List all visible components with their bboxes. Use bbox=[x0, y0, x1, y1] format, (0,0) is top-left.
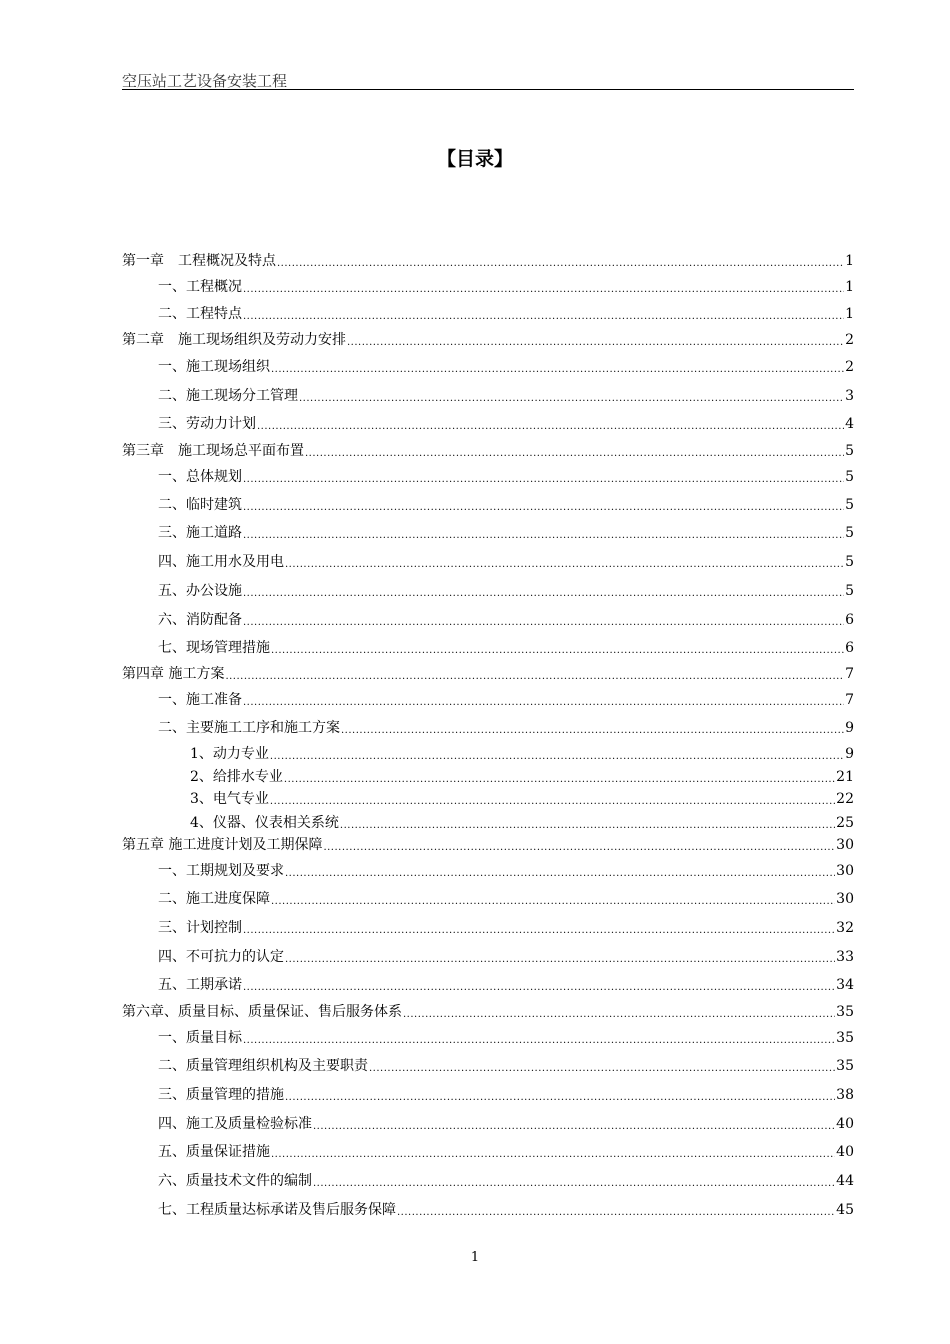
toc-entry-label: 二、主要施工工序和施工方案 bbox=[158, 720, 340, 736]
toc-entry-page: 1 bbox=[845, 253, 854, 269]
toc-entry-page: 5 bbox=[845, 583, 854, 599]
toc-entry-page: 25 bbox=[836, 815, 854, 831]
dot-leader bbox=[277, 257, 844, 271]
dot-leader bbox=[313, 1120, 835, 1134]
toc-entry-label: 四、不可抗力的认定 bbox=[158, 949, 284, 965]
toc-entry-page: 9 bbox=[845, 720, 854, 736]
dot-leader bbox=[271, 363, 844, 377]
toc-entry[interactable] bbox=[122, 638, 854, 658]
toc-entry-label: 二、施工进度保障 bbox=[158, 891, 270, 907]
toc-entry[interactable] bbox=[122, 251, 854, 271]
dot-leader bbox=[285, 953, 835, 967]
dot-leader bbox=[305, 447, 844, 461]
toc-entry-label: 一、质量目标 bbox=[158, 1030, 242, 1046]
dot-leader bbox=[243, 924, 835, 938]
toc-entry[interactable] bbox=[122, 789, 854, 809]
toc-title: 【目录】 bbox=[436, 148, 513, 170]
toc-entry-label: 七、工程质量达标承诺及售后服务保障 bbox=[158, 1202, 396, 1218]
toc-entry-page: 45 bbox=[836, 1202, 854, 1218]
toc-entry-label: 四、施工及质量检验标准 bbox=[158, 1116, 312, 1132]
toc-entry-label: 七、现场管理措施 bbox=[158, 640, 270, 656]
toc-entry-page: 5 bbox=[845, 497, 854, 513]
toc-entry-page: 22 bbox=[836, 791, 854, 807]
dot-leader bbox=[243, 310, 844, 324]
dot-leader bbox=[243, 501, 844, 515]
dot-leader bbox=[323, 841, 835, 855]
toc-entry-label: 四、施工用水及用电 bbox=[158, 554, 284, 570]
toc-entry[interactable] bbox=[122, 552, 854, 572]
toc-entry-page: 34 bbox=[836, 977, 854, 993]
dot-leader bbox=[225, 670, 844, 684]
toc-entry-label: 1、动力专业 bbox=[190, 746, 269, 762]
dot-leader bbox=[340, 819, 835, 833]
dot-leader bbox=[270, 750, 844, 764]
toc-entry[interactable] bbox=[122, 718, 854, 738]
toc-entry[interactable] bbox=[122, 690, 854, 710]
dot-leader bbox=[271, 895, 835, 909]
toc-entry-page: 1 bbox=[845, 279, 854, 295]
toc-entry-label: 第三章 施工现场总平面布置 bbox=[122, 443, 304, 459]
toc-entry-page: 3 bbox=[845, 388, 854, 404]
toc-entry-page: 30 bbox=[836, 891, 854, 907]
dot-leader bbox=[397, 1206, 835, 1220]
toc-entry-label: 二、施工现场分工管理 bbox=[158, 388, 298, 404]
toc-entry-page: 30 bbox=[836, 837, 854, 853]
dot-leader bbox=[284, 773, 835, 787]
dot-leader bbox=[347, 336, 844, 350]
toc-entry-label: 第四章 施工方案 bbox=[122, 666, 225, 682]
dot-leader bbox=[271, 644, 844, 658]
toc-entry-label: 二、工程特点 bbox=[158, 306, 242, 322]
toc-entry[interactable] bbox=[122, 767, 854, 787]
dot-leader bbox=[243, 981, 835, 995]
toc-entry[interactable] bbox=[122, 947, 854, 967]
toc-entry[interactable] bbox=[122, 581, 854, 601]
toc-entry-label: 三、计划控制 bbox=[158, 920, 242, 936]
toc-entry[interactable] bbox=[122, 1142, 854, 1162]
toc-entry[interactable] bbox=[122, 861, 854, 881]
dot-leader bbox=[270, 795, 835, 809]
toc-entry[interactable] bbox=[122, 277, 854, 297]
toc-entry-page: 2 bbox=[845, 332, 854, 348]
toc-entry-label: 4、仪器、仪表相关系统 bbox=[190, 815, 339, 831]
toc-entry-label: 三、劳动力计划 bbox=[158, 416, 256, 432]
dot-leader bbox=[313, 1177, 835, 1191]
dot-leader bbox=[299, 392, 844, 406]
toc-entry[interactable] bbox=[122, 1085, 854, 1105]
toc-entry-label: 第二章 施工现场组织及劳动力安排 bbox=[122, 332, 346, 348]
toc-entry-page: 6 bbox=[845, 612, 854, 628]
toc-entry[interactable] bbox=[122, 357, 854, 377]
dot-leader bbox=[243, 283, 844, 297]
toc-entry-page: 5 bbox=[845, 469, 854, 485]
toc-entry-label: 五、工期承诺 bbox=[158, 977, 242, 993]
toc-entry[interactable] bbox=[122, 889, 854, 909]
toc-entry-label: 五、办公设施 bbox=[158, 583, 242, 599]
dot-leader bbox=[243, 1034, 835, 1048]
toc-entry-page: 21 bbox=[836, 769, 854, 785]
toc-entry[interactable] bbox=[122, 414, 854, 434]
toc-entry-page: 38 bbox=[836, 1087, 854, 1103]
toc-entry-label: 一、施工现场组织 bbox=[158, 359, 270, 375]
toc-entry-label: 第一章 工程概况及特点 bbox=[122, 253, 276, 269]
toc-entry[interactable] bbox=[122, 1028, 854, 1048]
toc-entry-page: 6 bbox=[845, 640, 854, 656]
toc-entry-label: 二、质量管理组织机构及主要职责 bbox=[158, 1058, 368, 1074]
page-number: 1 bbox=[470, 1250, 480, 1265]
dot-leader bbox=[271, 1148, 835, 1162]
toc-entry-page: 35 bbox=[836, 1004, 854, 1020]
toc-entry[interactable] bbox=[122, 304, 854, 324]
toc-entry-page: 4 bbox=[845, 416, 854, 432]
toc-entry[interactable] bbox=[122, 1056, 854, 1076]
toc-entry-page: 1 bbox=[845, 306, 854, 322]
toc-entry-page: 33 bbox=[836, 949, 854, 965]
toc-entry[interactable] bbox=[122, 1002, 854, 1022]
toc-entry[interactable] bbox=[122, 975, 854, 995]
dot-leader bbox=[243, 696, 844, 710]
dot-leader bbox=[285, 558, 844, 572]
toc-entry-page: 5 bbox=[845, 525, 854, 541]
dot-leader bbox=[341, 724, 844, 738]
toc-entry-label: 一、施工准备 bbox=[158, 692, 242, 708]
toc-entry[interactable] bbox=[122, 664, 854, 684]
toc-entry-page: 30 bbox=[836, 863, 854, 879]
toc-entry-page: 5 bbox=[845, 443, 854, 459]
dot-leader bbox=[257, 420, 844, 434]
toc-entry[interactable] bbox=[122, 1171, 854, 1191]
toc-entry-page: 35 bbox=[836, 1058, 854, 1074]
toc-entry-label: 2、给排水专业 bbox=[190, 769, 283, 785]
dot-leader bbox=[285, 1091, 835, 1105]
toc-entry-label: 五、质量保证措施 bbox=[158, 1144, 270, 1160]
dot-leader bbox=[243, 587, 844, 601]
toc-entry[interactable] bbox=[122, 386, 854, 406]
toc-entry-page: 7 bbox=[845, 666, 854, 682]
toc-entry-page: 5 bbox=[845, 554, 854, 570]
toc-entry-label: 一、工程概况 bbox=[158, 279, 242, 295]
toc-entry-label: 二、临时建筑 bbox=[158, 497, 242, 513]
header-title: 空压站工艺设备安装工程 bbox=[122, 72, 288, 90]
toc-entry-label: 一、工期规划及要求 bbox=[158, 863, 284, 879]
toc-entry-label: 六、质量技术文件的编制 bbox=[158, 1173, 312, 1189]
toc-entry-page: 7 bbox=[845, 692, 854, 708]
toc-entry-label: 六、消防配备 bbox=[158, 612, 242, 628]
toc-entry[interactable] bbox=[122, 495, 854, 515]
toc-entry[interactable] bbox=[122, 835, 854, 855]
toc-entry-label: 一、总体规划 bbox=[158, 469, 242, 485]
toc-entry[interactable] bbox=[122, 441, 854, 461]
toc-entry[interactable] bbox=[122, 467, 854, 487]
toc-entry-page: 35 bbox=[836, 1030, 854, 1046]
toc-entry[interactable] bbox=[122, 1200, 854, 1220]
toc-entry-page: 9 bbox=[845, 746, 854, 762]
dot-leader bbox=[403, 1008, 835, 1022]
dot-leader bbox=[243, 616, 844, 630]
dot-leader bbox=[243, 473, 844, 487]
toc-entry-label: 三、质量管理的措施 bbox=[158, 1087, 284, 1103]
toc-entry[interactable] bbox=[122, 1114, 854, 1134]
toc-entry-label: 第五章 施工进度计划及工期保障 bbox=[122, 837, 323, 853]
toc-entry-label: 第六章、质量目标、质量保证、售后服务体系 bbox=[122, 1004, 402, 1020]
toc-entry[interactable] bbox=[122, 610, 854, 630]
toc-entry[interactable] bbox=[122, 744, 854, 764]
toc-entry-page: 40 bbox=[836, 1116, 854, 1132]
toc-entry-page: 44 bbox=[836, 1173, 854, 1189]
toc-entry-page: 32 bbox=[836, 920, 854, 936]
dot-leader bbox=[369, 1062, 835, 1076]
toc-entry[interactable] bbox=[122, 523, 854, 543]
toc-entry-label: 3、电气专业 bbox=[190, 791, 269, 807]
toc-entry-page: 40 bbox=[836, 1144, 854, 1160]
dot-leader bbox=[285, 867, 835, 881]
toc-entry[interactable] bbox=[122, 918, 854, 938]
toc-entry-page: 2 bbox=[845, 359, 854, 375]
toc-entry[interactable] bbox=[122, 813, 854, 833]
toc-entry-label: 三、施工道路 bbox=[158, 525, 242, 541]
toc-entry[interactable] bbox=[122, 330, 854, 350]
dot-leader bbox=[243, 529, 844, 543]
